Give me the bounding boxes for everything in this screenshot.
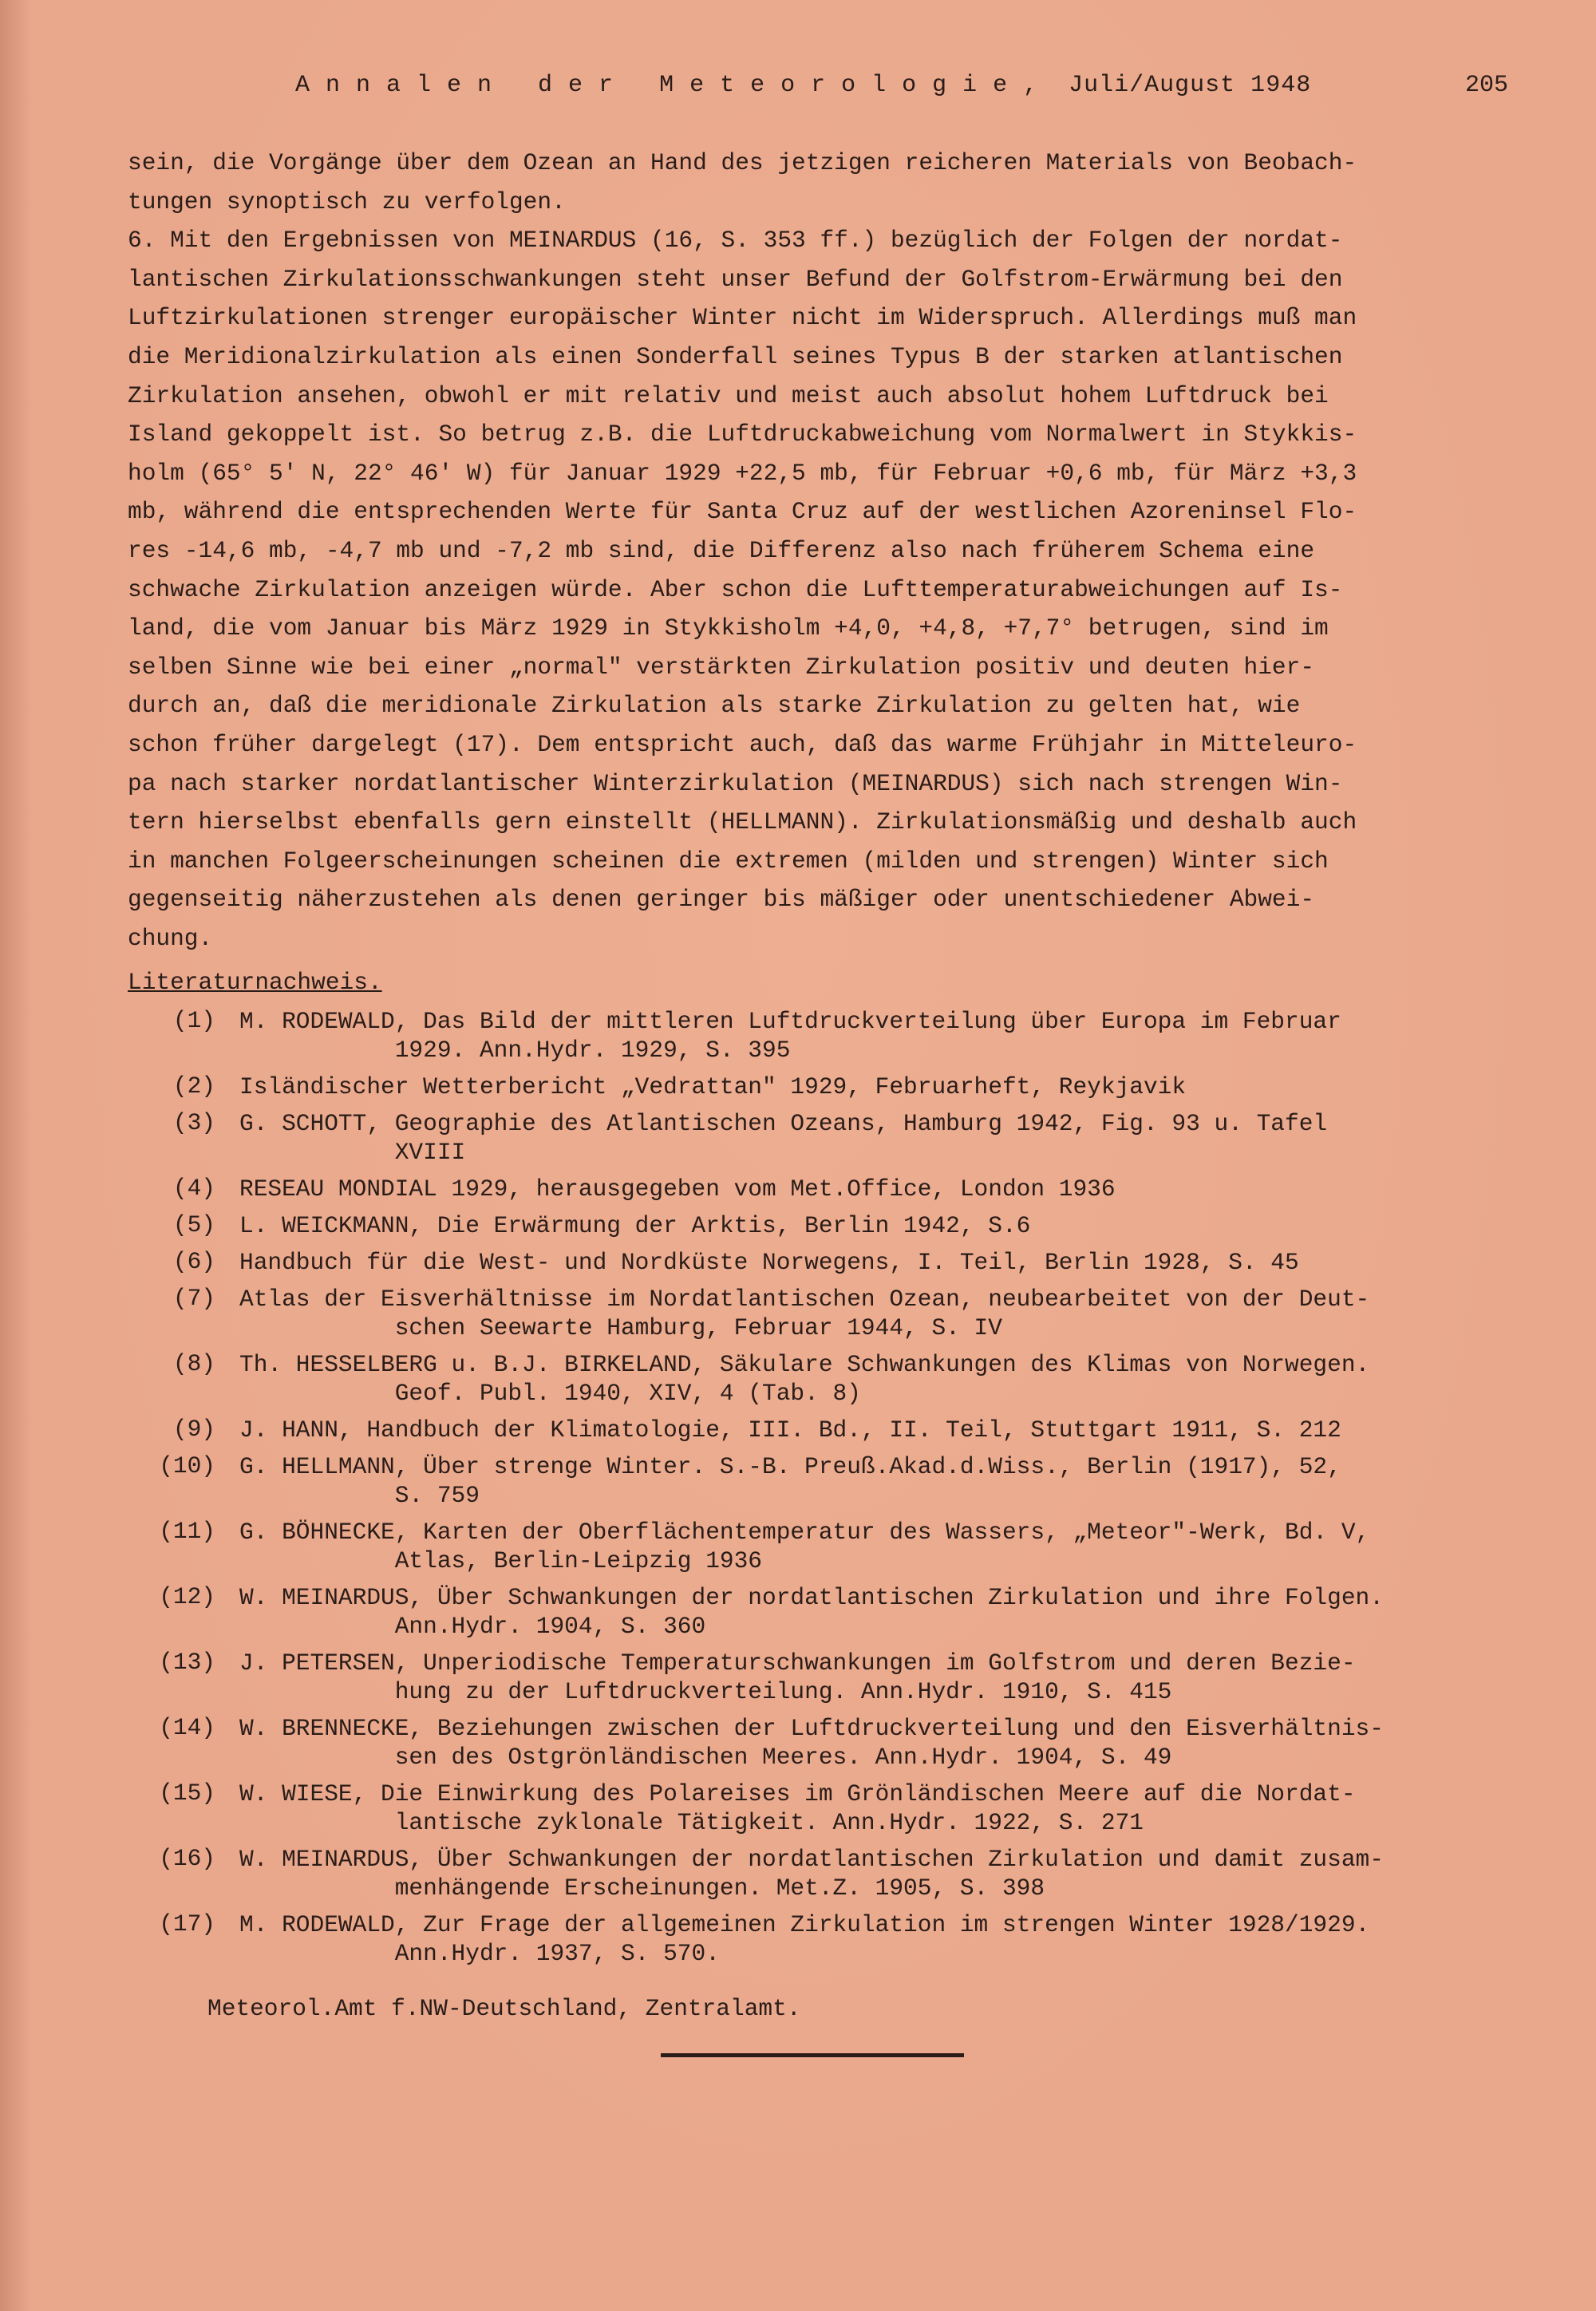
body-line: 6. Mit den Ergebnissen von MEINARDUS (16, S. 353 ff.) bezüglich der Folgen der nordat- — [128, 227, 1343, 255]
reference-text — [239, 1109, 1508, 1167]
running-title: A n n a l e n d e r M e t e o r o l o g i e , Juli/August 1948 — [295, 72, 1312, 99]
body-line: durch an, daß die meridionale Zirkulation als starke Zirkulation zu gelten hat, wie — [128, 692, 1301, 720]
reference-text — [239, 1583, 1508, 1641]
reference-text — [239, 1649, 1508, 1706]
reference-number: (17) — [159, 1910, 215, 1938]
reference-line: L. WEICKMANN, Die Erwärmung der Arktis, Berlin 1942, S.6 — [239, 1212, 1031, 1239]
reference-number: (9) — [172, 1416, 215, 1443]
reference-item — [128, 1285, 1508, 1342]
reference-item — [128, 1518, 1508, 1575]
reference-item — [128, 1416, 1508, 1444]
reference-line: M. RODEWALD, Zur Frage der allgemeinen Zirkulation im strengen Winter 1928/1929. — [239, 1911, 1370, 1938]
reference-line: G. SCHOTT, Geographie des Atlantischen Ozeans, Hamburg 1942, Fig. 93 u. Tafel — [239, 1110, 1328, 1137]
reference-text — [239, 1780, 1508, 1837]
reference-list — [128, 1007, 1508, 1976]
reference-number: (1) — [172, 1007, 215, 1034]
reference-line: Geof. Publ. 1940, XIV, 4 (Tab. 8) — [239, 1380, 861, 1407]
reference-item — [128, 1714, 1508, 1772]
reference-item — [128, 1780, 1508, 1837]
reference-text — [239, 1285, 1508, 1342]
reference-line: J. HANN, Handbuch der Klimatologie, III. Bd., II. Teil, Stuttgart 1911, S. 212 — [239, 1416, 1341, 1444]
body-line: mb, während die entsprechenden Werte für Santa Cruz auf der westlichen Azoreninsel Flo- — [128, 498, 1357, 526]
reference-line: Atlas der Eisverhältnisse im Nordatlantischen Ozean, neubearbeitet von der Deut- — [239, 1286, 1370, 1313]
reference-item — [128, 1649, 1508, 1706]
reference-item — [128, 1845, 1508, 1902]
reference-item — [128, 1350, 1508, 1408]
reference-line: hung zu der Luftdruckverteilung. Ann.Hydr. 1910, S. 415 — [239, 1678, 1172, 1705]
reference-text — [239, 1518, 1508, 1575]
reference-text — [239, 1452, 1508, 1510]
body-line: holm (65° 5' N, 22° 46' W) für Januar 1929 +22,5 mb, für Februar +0,6 mb, für März +3,3 — [128, 459, 1357, 487]
reference-line: menhängende Erscheinungen. Met.Z. 1905, S. 398 — [239, 1874, 1045, 1902]
reference-text — [239, 1211, 1508, 1240]
body-line: tern hierselbst ebenfalls gern einstellt (HELLMANN). Zirkulationsmäßig und deshalb auch — [128, 808, 1357, 836]
reference-line: S. 759 — [239, 1482, 480, 1509]
reference-line: J. PETERSEN, Unperiodische Temperaturschwankungen im Golfstrom und deren Bezie- — [239, 1649, 1356, 1677]
reference-number: (15) — [159, 1780, 215, 1807]
reference-line: G. BÖHNECKE, Karten der Oberflächentemperatur des Wassers, „Meteor"-Werk, Bd. V, — [239, 1519, 1370, 1546]
reference-text — [239, 1910, 1508, 1968]
body-line: die Meridionalzirkulation als einen Sonderfall seines Typus B der starken atlantischen — [128, 342, 1343, 370]
reference-line: M. RODEWALD, Das Bild der mittleren Luftdruckverteilung über Europa im Februar — [239, 1008, 1341, 1035]
literature-heading: Literaturnachweis. — [128, 969, 382, 996]
body-line: sein, die Vorgänge über dem Ozean an Hand des jetzigen reicheren Materials von Beobach- — [128, 149, 1357, 176]
reference-line: Atlas, Berlin-Leipzig 1936 — [239, 1547, 763, 1574]
body-line: lantischen Zirkulationsschwankungen steht unser Befund der Golfstrom-Erwärmung bei den — [128, 265, 1343, 293]
closing-rule — [661, 2053, 964, 2057]
reference-number: (14) — [159, 1714, 215, 1741]
reference-number: (11) — [159, 1518, 215, 1545]
reference-line: 1929. Ann.Hydr. 1929, S. 395 — [239, 1037, 791, 1064]
body-line: tungen synoptisch zu verfolgen. — [128, 188, 566, 215]
body-line: in manchen Folgeerscheinungen scheinen die extremen (milden und strengen) Winter sich — [128, 847, 1329, 875]
reference-number: (16) — [159, 1845, 215, 1872]
reference-text — [239, 1175, 1508, 1203]
reference-line: W. MEINARDUS, Über Schwankungen der nordatlantischen Zirkulation und damit zusam- — [239, 1846, 1384, 1873]
reference-text — [239, 1073, 1508, 1101]
body-line: chung. — [128, 924, 213, 952]
reference-line: schen Seewarte Hamburg, Februar 1944, S. IV — [239, 1314, 1002, 1341]
reference-item — [128, 1211, 1508, 1240]
reference-number: (8) — [172, 1350, 215, 1377]
reference-line: sen des Ostgrönländischen Meeres. Ann.Hydr. 1904, S. 49 — [239, 1744, 1172, 1771]
body-line: pa nach starker nordatlantischer Winterzirkulation (MEINARDUS) sich nach strengen Win- — [128, 769, 1343, 797]
body-line: selben Sinne wie bei einer „normal" verstärkten Zirkulation positiv und deuten hier- — [128, 653, 1315, 681]
reference-number: (3) — [172, 1109, 215, 1136]
reference-item — [128, 1073, 1508, 1101]
reference-item — [128, 1248, 1508, 1277]
page-number: 205 — [1464, 72, 1508, 99]
reference-number: (2) — [172, 1073, 215, 1100]
body-line: gegenseitig näherzustehen als denen geringer bis mäßiger oder unentschiedener Abwei- — [128, 886, 1315, 914]
reference-text — [239, 1416, 1508, 1444]
reference-number: (10) — [159, 1452, 215, 1479]
reference-item — [128, 1109, 1508, 1167]
page-header — [128, 72, 1508, 104]
reference-item — [128, 1452, 1508, 1510]
reference-line: W. MEINARDUS, Über Schwankungen der nordatlantischen Zirkulation und ihre Folgen. — [239, 1584, 1384, 1611]
reference-item — [128, 1007, 1508, 1065]
reference-line: Isländischer Wetterbericht „Vedrattan" 1929, Februarheft, Reykjavik — [239, 1073, 1187, 1100]
reference-text — [239, 1248, 1508, 1277]
body-line: Luftzirkulationen strenger europäischer Winter nicht im Widerspruch. Allerdings muß man — [128, 304, 1357, 332]
reference-line: XVIII — [239, 1139, 466, 1166]
reference-number: (4) — [172, 1175, 215, 1202]
reference-number: (5) — [172, 1211, 215, 1238]
body-text — [128, 144, 1508, 958]
reference-line: lantische zyklonale Tätigkeit. Ann.Hydr. 1922, S. 271 — [239, 1809, 1144, 1836]
reference-line: RESEAU MONDIAL 1929, herausgegeben vom Met.Office, London 1936 — [239, 1175, 1116, 1203]
reference-number: (6) — [172, 1248, 215, 1275]
body-line: schon früher dargelegt (17). Dem entspricht auch, daß das warme Frühjahr in Mitteleuro- — [128, 730, 1357, 758]
reference-number: (12) — [159, 1583, 215, 1610]
body-line: Island gekoppelt ist. So betrug z.B. die Luftdruckabweichung vom Normalwert in Stykkis- — [128, 421, 1357, 448]
reference-line: Th. HESSELBERG u. B.J. BIRKELAND, Säkulare Schwankungen des Klimas von Norwegen. — [239, 1351, 1370, 1378]
reference-line: Ann.Hydr. 1904, S. 360 — [239, 1613, 706, 1640]
reference-number: (7) — [172, 1285, 215, 1312]
reference-text — [239, 1714, 1508, 1772]
body-line: res -14,6 mb, -4,7 mb und -7,2 mb sind, die Differenz also nach früherem Schema eine — [128, 536, 1315, 564]
author-affiliation: Meteorol.Amt f.NW-Deutschland, Zentralamt. — [207, 1995, 801, 2022]
reference-item — [128, 1583, 1508, 1641]
reference-text — [239, 1350, 1508, 1408]
body-line: Zirkulation ansehen, obwohl er mit relativ und meist auch absolut hohem Luftdruck bei — [128, 381, 1329, 409]
reference-item — [128, 1910, 1508, 1968]
reference-line: Handbuch für die West- und Nordküste Norwegens, I. Teil, Berlin 1928, S. 45 — [239, 1249, 1299, 1276]
reference-line: G. HELLMANN, Über strenge Winter. S.-B. Preuß.Akad.d.Wiss., Berlin (1917), 52, — [239, 1453, 1341, 1480]
body-line: schwache Zirkulation anzeigen würde. Aber schon die Lufttemperaturabweichungen auf Is- — [128, 575, 1343, 603]
reference-text — [239, 1007, 1508, 1065]
reference-line: W. WIESE, Die Einwirkung des Polareises im Grönländischen Meere auf die Nordat- — [239, 1780, 1356, 1807]
body-line: land, die vom Januar bis März 1929 in Stykkisholm +4,0, +4,8, +7,7° betrugen, sind im — [128, 614, 1329, 642]
reference-line: W. BRENNECKE, Beziehungen zwischen der Luftdruckverteilung und den Eisverhältnis- — [239, 1715, 1384, 1742]
reference-item — [128, 1175, 1508, 1203]
reference-number: (13) — [159, 1649, 215, 1676]
reference-line: Ann.Hydr. 1937, S. 570. — [239, 1940, 720, 1967]
reference-text — [239, 1845, 1508, 1902]
